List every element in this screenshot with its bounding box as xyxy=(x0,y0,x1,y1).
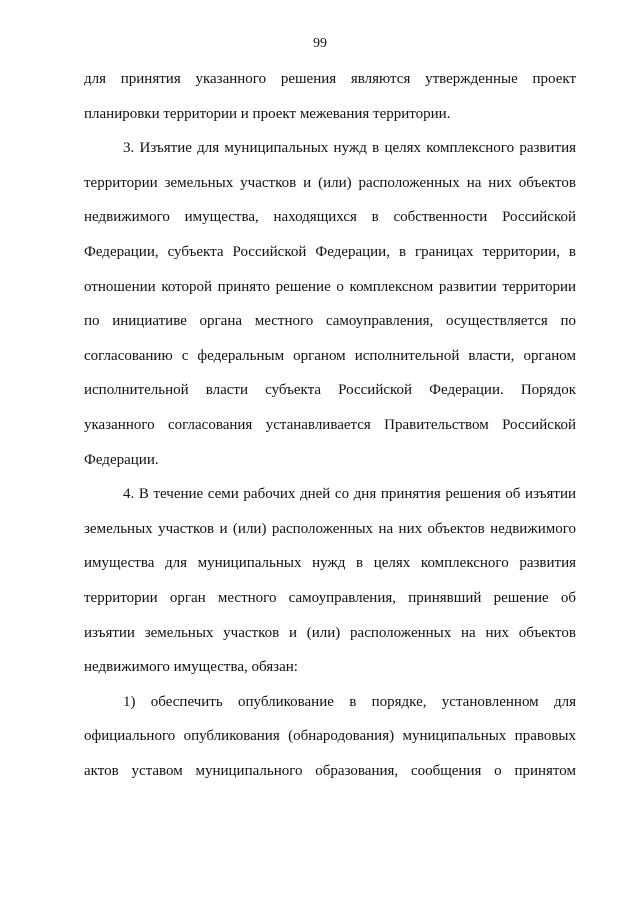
paragraph-4-first-line: 4. В течение семи рабочих дней со дня принятия решения об изъятии xyxy=(123,486,576,503)
text-line: имущества для муниципальных нужд в целях комплексного развития xyxy=(84,555,576,572)
text-line: изъятии земельных участков и (или) расположенных на них объектов xyxy=(84,624,576,641)
text-line: недвижимого имущества, обязан: xyxy=(84,659,298,676)
text-line: отношении которой принято решение о комплексном развитии территории xyxy=(84,278,576,295)
text-line: земельных участков и (или) расположенных на них объектов недвижимого xyxy=(84,520,576,537)
text-line: исполнительной власти субъекта Российской Федерации. Порядок xyxy=(84,382,576,399)
paragraph-3-first-line: 3. Изъятие для муниципальных нужд в целях комплексного развития xyxy=(123,140,576,157)
text-line: указанного согласования устанавливается Правительством Российской xyxy=(84,416,576,433)
text-line: Федерации, субъекта Российской Федерации, в границах территории, в xyxy=(84,243,576,260)
item-1-first-line: 1) обеспечить опубликование в порядке, установленном для xyxy=(123,693,576,710)
text-line: Федерации. xyxy=(84,451,159,468)
text-line: территории земельных участков и (или) расположенных на них объектов xyxy=(84,174,576,191)
text-line: по инициативе органа местного самоуправления, осуществляется по xyxy=(84,313,576,330)
text-line: недвижимого имущества, находящихся в собственности Российской xyxy=(84,209,576,226)
text-line: планировки территории и проект межевания территории. xyxy=(84,105,451,122)
text-line: официального опубликования (обнародования) муниципальных правовых xyxy=(84,728,576,745)
document-body xyxy=(84,62,576,788)
text-line: для принятия указанного решения являются утвержденные проект xyxy=(84,71,576,87)
text-line: территории орган местного самоуправления, принявший решение об xyxy=(84,589,576,606)
text-line: согласованию с федеральным органом исполнительной власти, органом xyxy=(84,347,576,364)
text-line: актов уставом муниципального образования, сообщения о принятом xyxy=(84,762,576,779)
page-number: 99 xyxy=(313,36,327,51)
